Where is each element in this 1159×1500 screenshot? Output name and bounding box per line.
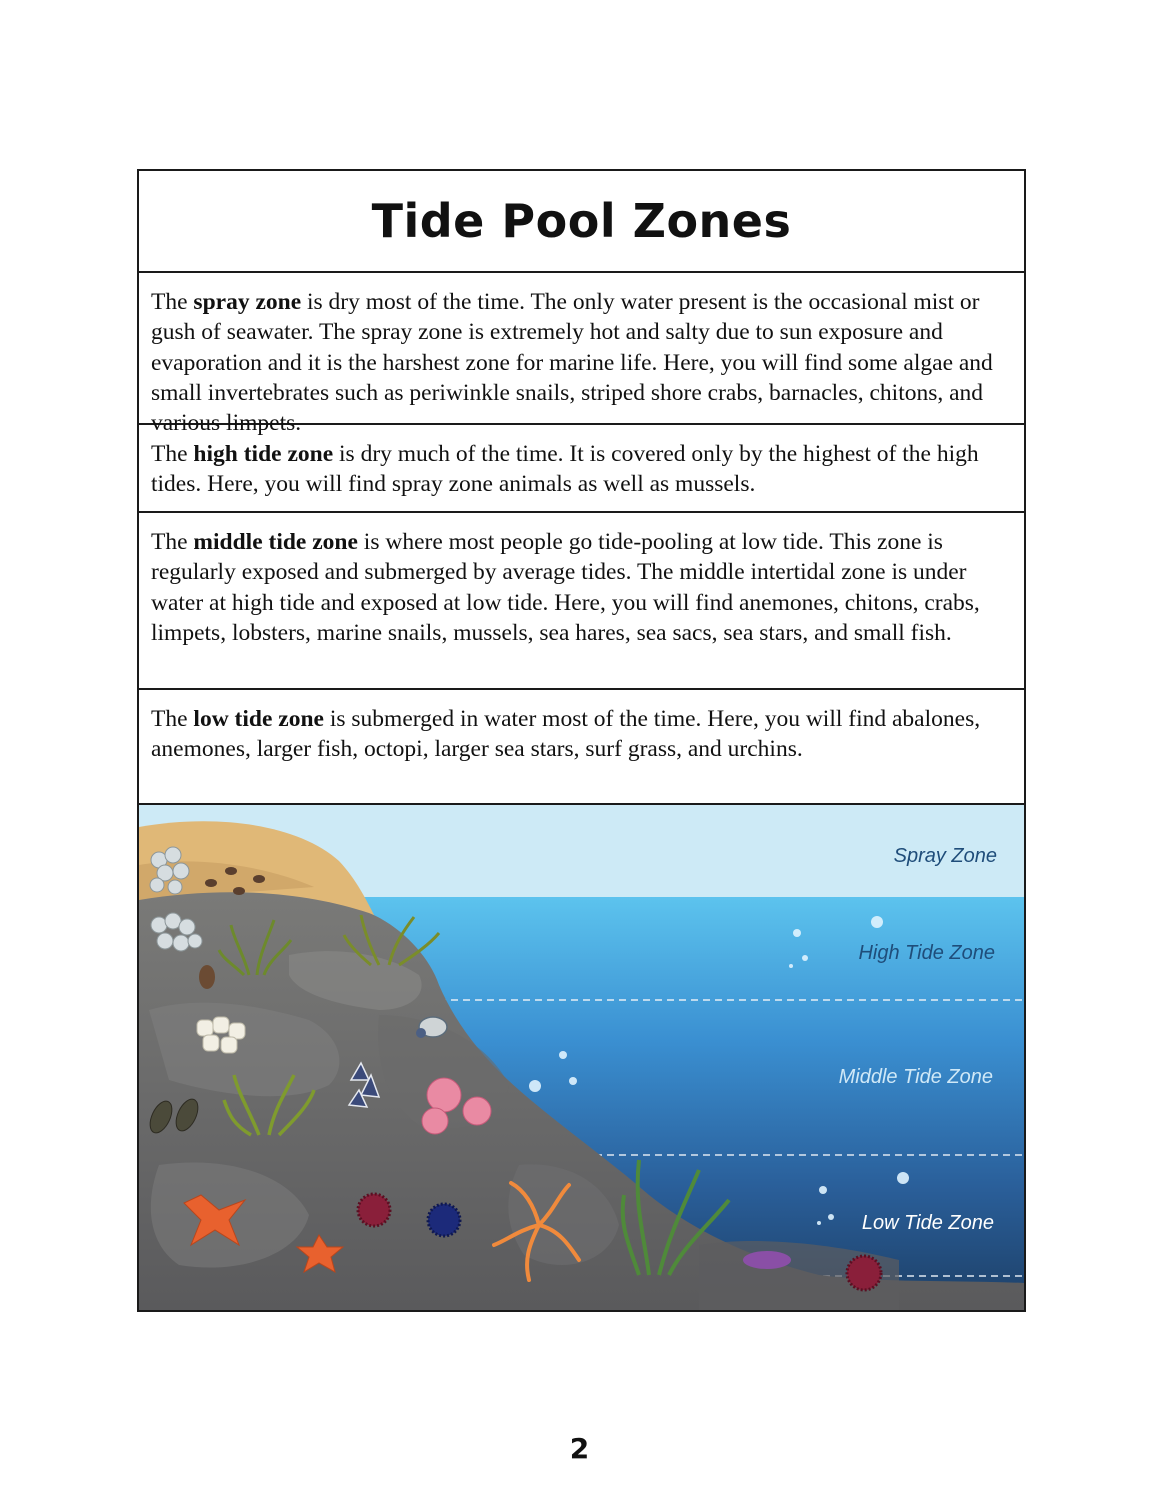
paragraph-text: is dry most of the time. The only water present is the occasional mist or gush of seawater. The spray zone is extremely hot and salty due to sun exposure and evaporation and it is the harshest zone for marine life. Here, you will find some algae and small invertebrates such as periwinkle snails, striped shore crabs, barnacles, chitons, and various limpets. [151, 289, 993, 437]
spray-zone-term: spray zone [193, 289, 302, 315]
middle-tide-zone-term: middle tide zone [193, 529, 358, 555]
high-tide-zone-label: High Tide Zone [858, 942, 995, 964]
low-tide-zone-term: low tide zone [193, 706, 324, 732]
spray-zone-paragraph [139, 273, 1024, 437]
chiton [199, 965, 215, 989]
high-tide-zone-paragraph [139, 425, 1024, 513]
title-box [139, 171, 1024, 273]
paragraph-prefix: The [151, 706, 194, 732]
spray-zone-label: Spray Zone [893, 845, 997, 867]
paragraph-prefix: The [151, 529, 194, 555]
paragraph-text: is where most people go tide-pooling at low tide. This zone is regularly exposed and submerged by average tides. The middle intertidal zone is under water at high tide and exposed at low tide. Here, you will find anemones, chitons, crabs, limpets, lobsters, marine snails, mussels, sea hares, sea sacs, sea stars, and small fish. [151, 529, 980, 646]
sea-hare [743, 1251, 791, 1269]
middle-tide-zone-paragraph [139, 513, 1024, 690]
paragraph-prefix: The [151, 441, 194, 467]
low-tide-zone-paragraph [139, 690, 1024, 805]
page-title: Tide Pool Zones [371, 194, 792, 248]
page-number: 2 [569, 1432, 590, 1465]
paragraph-text: is dry much of the time. It is covered only by the highest of the high tides. Here, you will find spray zone animals as well as mussels. [151, 441, 979, 498]
paragraph-prefix: The [151, 289, 194, 315]
middle-tide-zone-label: Middle Tide Zone [838, 1066, 993, 1088]
paragraph-text: is submerged in water most of the time. Here, you will find abalones, anemones, larger fish, octopi, larger sea stars, surf grass, and urchins. [151, 706, 981, 763]
worksheet [137, 169, 1026, 1312]
low-tide-zone-label: Low Tide Zone [861, 1212, 994, 1234]
tide-zone-illustration [139, 805, 1024, 1310]
high-tide-zone-term: high tide zone [193, 441, 334, 467]
